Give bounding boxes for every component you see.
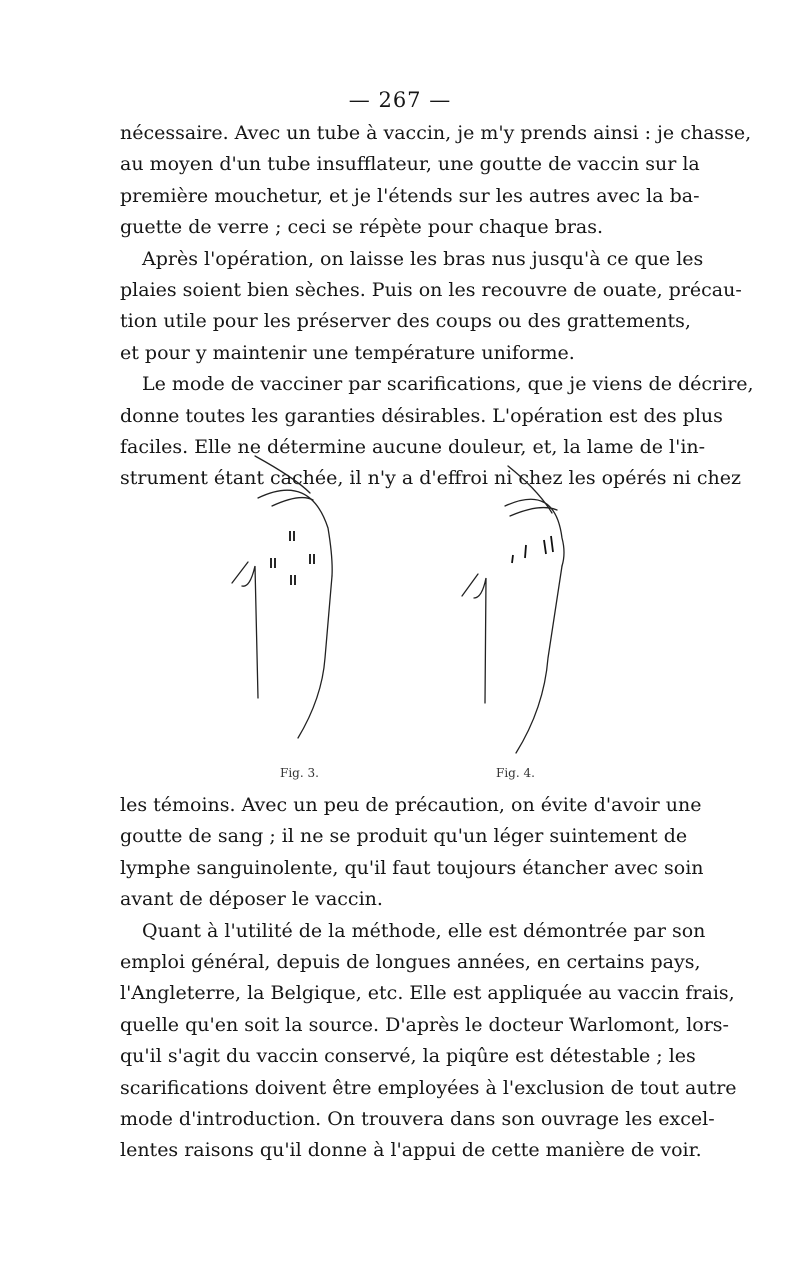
figure-4-caption: Fig. 4. [496,766,535,780]
text-line: les témoins. Avec un peu de précaution, on évite d'avoir une [120,794,702,816]
text-line: avant de déposer le vaccin. [120,888,383,911]
text-line: lymphe sanguinolente, qu'il faut toujours étancher avec soin [120,856,704,879]
text-line: au moyen d'un tube insufflateur, une goutte de vaccin sur la [120,153,700,176]
paragraph-start-line: Après l'opération, on laisse les bras nus jusqu'à ce que les [142,247,704,270]
page-number: — 267 — [348,88,452,112]
text-line: donne toutes les garanties désirables. L'opération est des plus [120,404,723,427]
figure-illustrations [200,448,600,788]
paragraph-start-line: Quant à l'utilité de la méthode, elle est démontrée par son [142,919,706,942]
text-line: quelle qu'en soit la source. D'après le docteur Warlomont, lors- [120,1013,729,1036]
figure-3-caption: Fig. 3. [280,766,319,780]
paragraph-start-line: Le mode de vacciner par scarifications, que je viens de décrire, [142,373,754,396]
figure-4-scarification-marks [512,536,553,563]
text-line: scarifications doivent être employées à l'exclusion de tout autre [120,1076,737,1099]
figure-3-arm-drawing [232,456,332,738]
text-line: nécessaire. Avec un tube à vaccin, je m'y prends ainsi : je chasse, [120,122,752,144]
text-line: et pour y maintenir une température uniforme. [120,341,575,364]
text-line: guette de verre ; ceci se répète pour chaque bras. [120,216,604,239]
text-line: emploi général, depuis de longues années, en certains pays, [120,950,701,973]
figure-4-arm-drawing [462,466,564,753]
text-line: mode d'introduction. On trouvera dans son ouvrage les excel- [120,1107,715,1130]
text-line: lentes raisons qu'il donne à l'appui de cette manière de voir. [120,1139,702,1162]
text-line: faciles. Elle ne détermine aucune douleur, et, la lame de l'in- [120,435,706,458]
text-line: qu'il s'agit du vaccin conservé, la piqûre est détestable ; les [120,1045,696,1068]
arm-figures-svg [200,448,600,788]
text-line: tion utile pour les préserver des coups ou des grattements, [120,310,691,333]
text-block-bottom [120,790,737,1167]
text-line: plaies soient bien sèches. Puis on les recouvre de ouate, précau- [120,278,742,301]
text-block-top [120,118,754,495]
figure-3-scarification-marks [271,531,314,585]
text-line: l'Angleterre, la Belgique, etc. Elle est appliquée au vaccin frais, [120,982,735,1005]
text-line: première mouchetur, et je l'étends sur les autres avec la ba- [120,184,700,207]
text-line: strument étant cachée, il n'y a d'effroi ni chez les opérés ni chez [120,467,742,490]
text-line: goutte de sang ; il ne se produit qu'un léger suintement de [120,825,688,848]
